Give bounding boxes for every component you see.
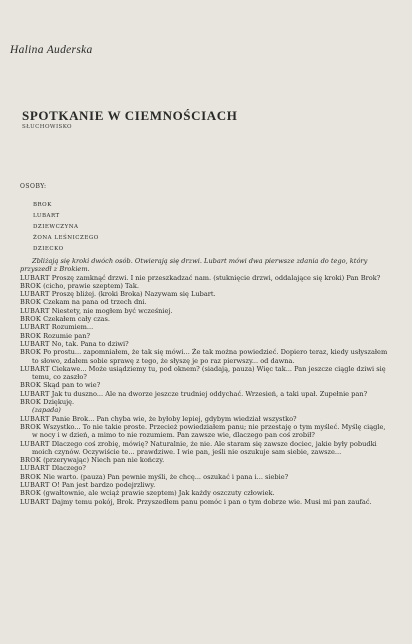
- cast-list: [33, 200, 99, 255]
- speaker-name: LUBART: [20, 439, 50, 448]
- dialogue-line: [20, 365, 392, 382]
- cast-item: DZIEWCZYNA: [33, 224, 79, 230]
- speaker-name: LUBART: [20, 323, 50, 332]
- line-text: (cicho, prawie szeptem) Tak.: [43, 281, 139, 290]
- line-text: Proszę bliżej. (kroki Broka) Nazywam się Lubart.: [51, 290, 216, 299]
- dialogue-line: [20, 473, 392, 481]
- line-text: Ciekawe... Może usiądziemy tu, pod oknem? (siadają, pauza) Więc tak... Pan jeszcze ciągle dziwi się temu, co zaszło?: [32, 364, 386, 382]
- speaker-name: LUBART: [20, 481, 50, 490]
- dialogue-line: [20, 423, 392, 440]
- line-text: Po prostu... zapomniałem, że tak się mówi... Że tak można powiedzieć. Dopiero teraz, kiedy usłyszałem to słowo, zdałem sobie sprawę z tego, że słyszę je po raz pierwszy... od dawna.: [32, 348, 388, 365]
- dialogue-line: [20, 440, 392, 457]
- speaker-name: BROK: [20, 472, 41, 481]
- dialogue-line: [20, 415, 392, 423]
- dialogue-line: [20, 315, 392, 323]
- line-text: Zbliżają się kroki dwóch osób. Otwierają się drzwi. Lubart mówi dwa pierwsze zdania do tego, który przyszedł z Brokiem.: [20, 257, 368, 274]
- speaker-name: BROK: [20, 281, 41, 290]
- speaker-name: LUBART: [20, 273, 50, 282]
- line-text: Dajmy temu pokój, Brok. Przyszedłem panu pomóc i pan o tym dobrze wie. Musi mi pan zaufać.: [51, 497, 372, 506]
- speaker-name: BROK: [20, 298, 41, 307]
- speaker-name: BROK: [20, 331, 41, 340]
- line-text: (gwałtownie, ale wciąż prawie szeptem) Jak każdy oszczuty człowiek.: [43, 489, 275, 498]
- persons-label: OSOBY:: [20, 183, 47, 190]
- dialogue-line: [20, 290, 392, 298]
- line-text: Dziękuję.: [43, 398, 75, 407]
- line-text: Czekam na pana od trzech dni.: [43, 298, 147, 307]
- speaker-name: LUBART: [20, 389, 50, 398]
- line-text: (przerywając) Niech pan nie kończy.: [43, 456, 165, 465]
- line-text: Nie warto. (pauza) Pan pewnie myśli, że chcę... oszukać i pana i... siebie?: [43, 472, 289, 481]
- speaker-name: LUBART: [20, 364, 50, 373]
- speaker-name: LUBART: [20, 414, 50, 423]
- play-title: SPOTKANIE W CIEMNOŚCIACH: [22, 108, 238, 123]
- stage-direction: [20, 406, 392, 414]
- dialogue-line: [20, 456, 392, 464]
- line-text: Proszę zamknąć drzwi. I nie przeszkadzać nam. (stuknięcie drzwi, oddalające się kroki) Pan Brok?: [51, 273, 381, 282]
- play-subtitle: SŁUCHOWISKO: [22, 124, 72, 130]
- dialogue-line: [20, 282, 392, 290]
- cast-item: BROK: [33, 202, 52, 208]
- speaker-name: BROK: [20, 398, 41, 407]
- line-text: Panie Brok... Pan chyba wie, że byłoby lepiej, gdybym wiedział wszystko?: [51, 414, 297, 423]
- speaker-name: BROK: [20, 489, 41, 498]
- dialogue-line: [20, 498, 392, 506]
- cast-item: LUBART: [33, 213, 60, 219]
- dialogue-line: [20, 348, 392, 365]
- dialogue-line: [20, 307, 392, 315]
- line-text: Dlaczego?: [51, 464, 86, 473]
- line-text: Dlaczego coś zrobię, mówię? Naturalnie, że nie. Ale staram się zawsze dociec, jakie były pobudki moich czynów. Oczywiście te... prawdziwe. I wie pan, jeśli nie oszukuje sam siebie, zawsze...: [32, 439, 377, 456]
- line-text: Wszystko... To nie takie proste. Przecież powiedziałem panu; nie przestaję o tym myśleć. Myślę ciągle, w nocy i w dzień, a mimo to nie rozumiem. Pan zawsze wie, dlaczego pan coś zrobił?: [32, 422, 386, 440]
- line-text: Jak tu duszno... Ale na dworze jeszcze trudniej oddychać. Wrzesień, a taki upał. Zupełnie pan?: [51, 389, 368, 398]
- line-text: Niestety, nie mogłem być wcześniej.: [51, 306, 173, 315]
- line-text: (zapada): [32, 406, 61, 415]
- speaker-name: BROK: [20, 315, 41, 324]
- dialogue-line: [20, 398, 392, 406]
- speaker-name: LUBART: [20, 464, 50, 473]
- dialogue-body: [20, 257, 392, 506]
- speaker-name: LUBART: [20, 497, 50, 506]
- line-text: O! Pan jest bardzo podejrzliwy.: [51, 481, 156, 490]
- speaker-name: LUBART: [20, 306, 50, 315]
- speaker-name: BROK: [20, 381, 41, 390]
- dialogue-line: [20, 390, 392, 398]
- speaker-name: BROK: [20, 348, 41, 357]
- dialogue-line: [20, 381, 392, 389]
- dialogue-line: [20, 464, 392, 472]
- line-text: Rozumiem...: [51, 323, 94, 332]
- dialogue-line: [20, 489, 392, 497]
- line-text: Skąd pan to wie?: [43, 381, 101, 390]
- dialogue-line: [20, 481, 392, 489]
- speaker-name: LUBART: [20, 290, 50, 299]
- line-text: No, tak. Pana to dziwi?: [51, 339, 129, 348]
- dialogue-line: [20, 274, 392, 282]
- dialogue-line: [20, 323, 392, 331]
- dialogue-line: [20, 332, 392, 340]
- speaker-name: BROK: [20, 456, 41, 465]
- cast-item: DZIECKO: [33, 246, 64, 252]
- author-name: Halina Auderska: [10, 44, 93, 56]
- speaker-name: LUBART: [20, 339, 50, 348]
- cast-item: ŻONA LEŚNICZEGO: [33, 235, 99, 241]
- stage-direction: [20, 257, 392, 274]
- line-text: Czekałem cały czas.: [43, 315, 110, 324]
- dialogue-line: [20, 298, 392, 306]
- line-text: Rozumie pan?: [43, 331, 91, 340]
- speaker-name: BROK: [20, 422, 41, 431]
